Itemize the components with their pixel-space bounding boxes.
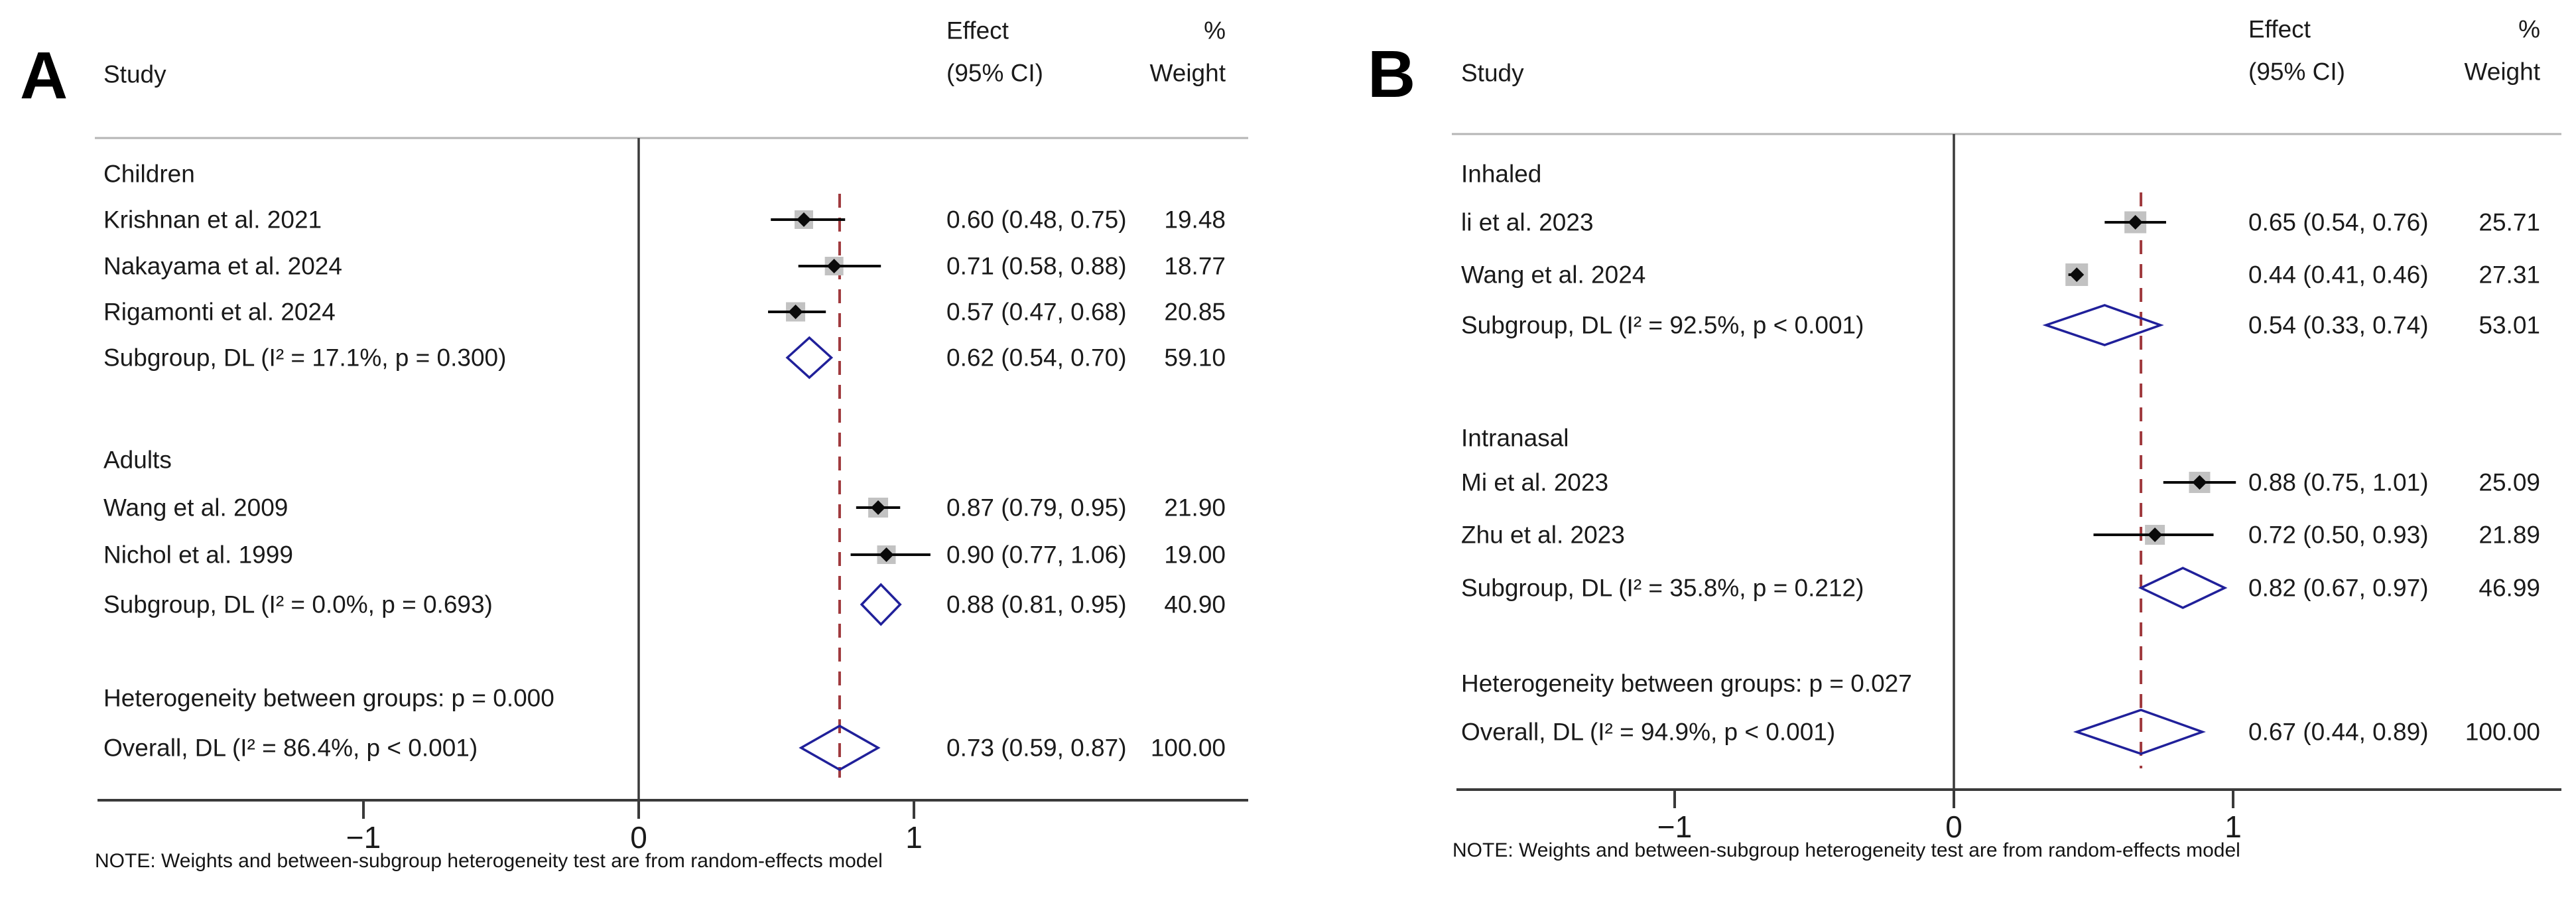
study-label: Wang et al. 2024 — [1461, 261, 1646, 289]
group-header: Children — [103, 160, 195, 188]
subgroup-diamond — [862, 585, 900, 624]
effect-value: 0.73 (0.59, 0.87) — [946, 734, 1127, 762]
overall-label: Overall, DL (I² = 86.4%, p < 0.001) — [103, 734, 478, 762]
subgroup-label: Subgroup, DL (I² = 92.5%, p < 0.001) — [1461, 311, 1864, 339]
study-label: li et al. 2023 — [1461, 208, 1594, 236]
subgroup-label: Subgroup, DL (I² = 35.8%, p = 0.212) — [1461, 574, 1864, 602]
effect-value: 0.90 (0.77, 1.06) — [946, 541, 1127, 569]
heterogeneity-text: Heterogeneity between groups: p = 0.027 — [1461, 670, 1912, 697]
effect-value: 0.44 (0.41, 0.46) — [2248, 261, 2429, 289]
weight-value: 19.48 — [1164, 206, 1226, 234]
effect-value: 0.60 (0.48, 0.75) — [946, 206, 1127, 234]
column-header-effect: Effect — [946, 17, 1009, 44]
weight-value: 27.31 — [2479, 261, 2540, 289]
overall-label: Overall, DL (I² = 94.9%, p < 0.001) — [1461, 718, 1836, 746]
axis-tick-label: 0 — [1945, 810, 1963, 844]
weight-value: 53.01 — [2479, 311, 2540, 339]
study-label: Nakayama et al. 2024 — [103, 252, 342, 280]
subgroup-label: Subgroup, DL (I² = 17.1%, p = 0.300) — [103, 344, 507, 372]
effect-value: 0.82 (0.67, 0.97) — [2248, 574, 2429, 602]
weight-value: 59.10 — [1164, 344, 1226, 372]
weight-value: 46.99 — [2479, 574, 2540, 602]
effect-value: 0.54 (0.33, 0.74) — [2248, 311, 2429, 339]
study-label: Mi et al. 2023 — [1461, 468, 1609, 496]
weight-value: 100.00 — [2465, 718, 2540, 746]
column-header-weight: Weight — [2464, 58, 2540, 86]
effect-value: 0.67 (0.44, 0.89) — [2248, 718, 2429, 746]
subgroup-label: Subgroup, DL (I² = 0.0%, p = 0.693) — [103, 591, 493, 618]
effect-value: 0.62 (0.54, 0.70) — [946, 344, 1127, 372]
column-header-percent: % — [2518, 15, 2540, 43]
weight-value: 20.85 — [1164, 298, 1226, 326]
weight-value: 18.77 — [1164, 252, 1226, 280]
column-header-study: Study — [1461, 59, 1524, 87]
study-label: Nichol et al. 1999 — [103, 541, 293, 569]
column-header-effect: Effect — [2248, 15, 2311, 43]
effect-value: 0.88 (0.81, 0.95) — [946, 591, 1127, 618]
column-header-weight: Weight — [1149, 59, 1226, 87]
column-header-percent: % — [1204, 17, 1226, 44]
axis-tick-label: 1 — [905, 820, 923, 855]
effect-value: 0.87 (0.79, 0.95) — [946, 494, 1127, 522]
effect-value: 0.57 (0.47, 0.68) — [946, 298, 1127, 326]
axis-tick-label: −1 — [1657, 810, 1693, 844]
study-label: Zhu et al. 2023 — [1461, 521, 1625, 549]
study-label: Rigamonti et al. 2024 — [103, 298, 336, 326]
axis-tick-label: −1 — [346, 820, 381, 855]
effect-value: 0.65 (0.54, 0.76) — [2248, 208, 2429, 236]
panel-a-label: A — [20, 38, 68, 113]
panel-b-label: B — [1368, 37, 1416, 111]
effect-value: 0.71 (0.58, 0.88) — [946, 252, 1127, 280]
weight-value: 25.09 — [2479, 468, 2540, 496]
weight-value: 25.71 — [2479, 208, 2540, 236]
effect-value: 0.88 (0.75, 1.01) — [2248, 468, 2429, 496]
effect-value: 0.72 (0.50, 0.93) — [2248, 521, 2429, 549]
column-header-effect-ci: (95% CI) — [946, 59, 1043, 87]
column-header-study: Study — [103, 60, 166, 88]
overall-diamond — [2077, 710, 2202, 754]
note-text: NOTE: Weights and between-subgroup heterogeneity test are from random-effects model — [1452, 839, 2240, 861]
weight-value: 40.90 — [1164, 591, 1226, 618]
group-header: Intranasal — [1461, 424, 1569, 452]
group-header: Inhaled — [1461, 160, 1542, 188]
axis-tick-label: 1 — [2224, 810, 2242, 844]
study-label: Krishnan et al. 2021 — [103, 206, 322, 234]
weight-value: 100.00 — [1150, 734, 1226, 762]
subgroup-diamond — [2046, 305, 2161, 345]
weight-value: 21.90 — [1164, 494, 1226, 522]
note-text: NOTE: Weights and between-subgroup heterogeneity test are from random-effects model — [95, 850, 883, 872]
study-label: Wang et al. 2009 — [103, 494, 289, 522]
heterogeneity-text: Heterogeneity between groups: p = 0.000 — [103, 684, 554, 712]
weight-value: 19.00 — [1164, 541, 1226, 569]
subgroup-diamond — [787, 338, 831, 378]
group-header: Adults — [103, 446, 172, 474]
column-header-effect-ci: (95% CI) — [2248, 58, 2345, 86]
weight-value: 21.89 — [2479, 521, 2540, 549]
axis-tick-label: 0 — [630, 820, 647, 855]
subgroup-diamond — [2141, 568, 2224, 608]
